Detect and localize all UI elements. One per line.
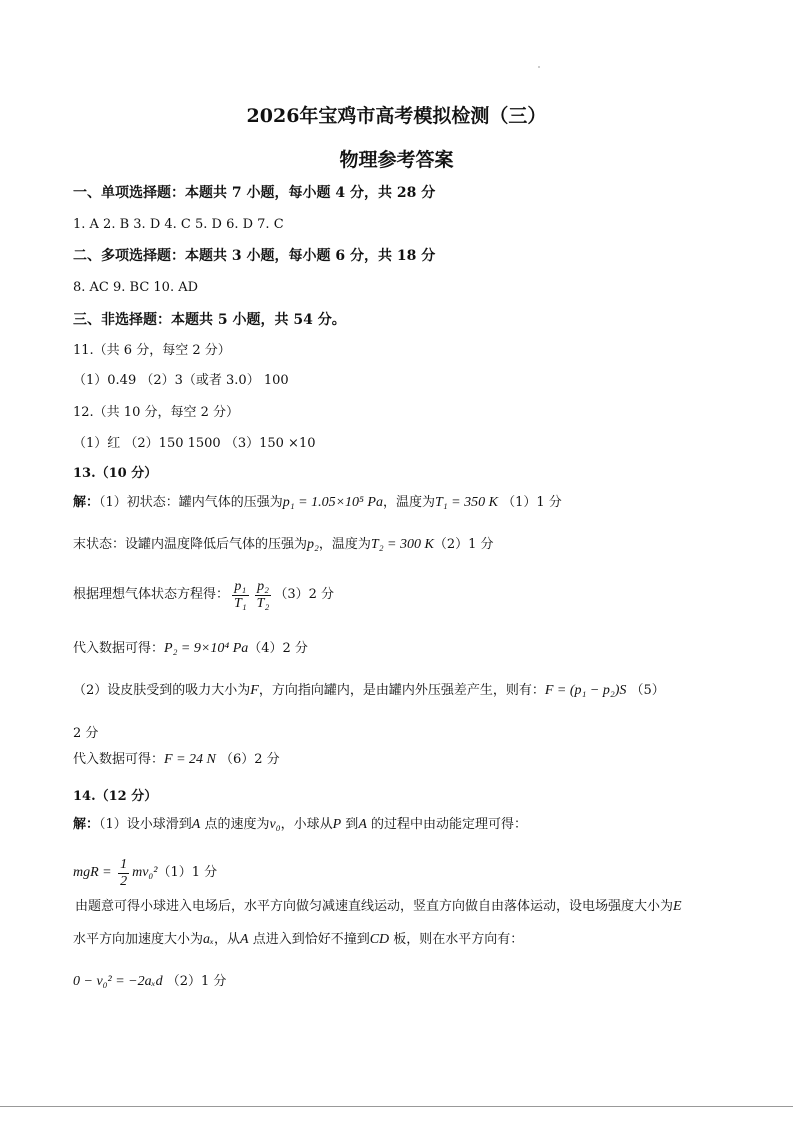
q13-l1-text2: ，温度为 <box>382 495 435 510</box>
q14-l1-a: （1）设小球滑到 <box>99 817 192 832</box>
q13-line-7 <box>73 751 280 769</box>
q14-velocity-v0: v₀ <box>269 817 281 832</box>
q13-l3-score: （3）2 分 <box>274 587 335 602</box>
page-bottom-rule <box>0 1106 793 1107</box>
q14-plate-cd: CD <box>369 932 390 947</box>
q14-l4-a: 水平方向加速度大小为 <box>73 932 204 947</box>
q14-line-5 <box>73 973 226 991</box>
fraction-p2-t2 <box>255 579 272 612</box>
fraction-numerator: p₂ <box>255 579 272 596</box>
page-subtitle: 物理参考答案 <box>339 149 454 171</box>
scan-speck <box>538 66 540 68</box>
fraction-denominator: T₂ <box>256 595 270 611</box>
fraction-one-half <box>118 857 129 890</box>
q13-l5-score: （5） <box>630 683 665 698</box>
fraction-p1-t1 <box>232 579 249 612</box>
q14-l2-left: mgR = <box>73 865 116 880</box>
q13-l4-score: （4）2 分 <box>248 641 308 656</box>
q13-l2-text2: ，温度为 <box>318 537 371 552</box>
q13-l2-score: （2）1 分 <box>433 537 494 552</box>
q13-l1-temperature: T₁ = 350 K <box>435 495 498 510</box>
q13-l4-text: 代入数据可得： <box>73 641 165 656</box>
page-title: 2026年宝鸡市高考模拟检测（三） <box>246 105 547 127</box>
q13-l3-text: 根据理想气体状态方程得： <box>73 587 230 602</box>
q11-header: 11.（共 6 分，每空 2 分） <box>73 343 231 358</box>
section-2-answers: 8. AC 9. BC 10. AD <box>73 280 199 295</box>
q14-accel-ax: aₓ <box>203 932 214 947</box>
q13-l4-result: P₂ = 9×10⁴ Pa <box>164 641 249 656</box>
q13-l2-text: 末状态：设罐内温度降低后气体的压强为 <box>73 537 308 552</box>
q14-l4-b: ，从 <box>214 932 241 947</box>
section-1-heading: 一、单项选择题：本题共 7 小题，每小题 4 分，共 28 分 <box>73 185 436 201</box>
q13-l1-text: （1）初状态：罐内气体的压强为 <box>99 495 283 510</box>
q11-answers: （1）0.49 （2）3（或者 3.0） 100 <box>73 373 289 388</box>
q13-l1-pressure: p₁ = 1.05×10⁵ Pa <box>282 495 383 510</box>
q13-line-6: 2 分 <box>73 726 99 741</box>
q14-point-a-3: A <box>240 932 249 947</box>
q13-l7-score: （6）2 分 <box>220 752 280 767</box>
q12-header: 12.（共 10 分，每空 2 分） <box>73 405 240 420</box>
q14-l2-right: mv₀² <box>132 865 158 880</box>
fraction-denominator: 2 <box>120 873 128 889</box>
q13-line-3 <box>73 578 334 613</box>
q13-line-4 <box>73 640 308 658</box>
q14-l1-d: 到 <box>341 817 359 832</box>
q13-l1-score: （1）1 分 <box>502 495 562 510</box>
q13-line-2 <box>73 536 494 554</box>
q12-answers: （1）红 （2）150 1500 （3）150 ×10 <box>73 436 316 451</box>
solution-label: 解： <box>73 495 100 510</box>
q14-line-1 <box>73 816 527 834</box>
q13-l2-temperature: T₂ = 300 K <box>370 537 434 552</box>
q14-point-a-2: A <box>358 817 367 832</box>
solution-label: 解： <box>73 817 100 832</box>
q14-header: 14.（12 分） <box>73 789 158 804</box>
q14-l3-text: 由题意可得小球进入电场后，水平方向做匀减速直线运动，竖直方向做自由落体运动，设电场强度大小为 <box>75 899 674 914</box>
q14-l5-equation: 0 − v₀² = −2aₓd <box>73 974 163 989</box>
q14-line-3 <box>75 898 682 916</box>
q14-l5-score: （2）1 分 <box>166 974 227 989</box>
q14-l1-e: 的过程中由动能定理可得： <box>366 817 528 832</box>
q13-line-1 <box>73 494 562 512</box>
section-3-heading: 三、非选择题：本题共 5 小题，共 54 分。 <box>73 312 346 328</box>
q14-l1-c: ，小球从 <box>280 817 333 832</box>
q13-l5-text2: ，方向指向罐内，是由罐内外压强差产生，则有： <box>258 683 545 698</box>
q14-l4-d: 板，则在水平方向有： <box>389 932 524 947</box>
q14-l4-c: 点进入到恰好不撞到 <box>248 932 370 947</box>
q13-header: 13.（10 分） <box>73 466 158 481</box>
fraction-denominator: T₁ <box>234 595 247 611</box>
q14-l1-b: 点的速度为 <box>200 817 270 832</box>
q14-line-2 <box>73 856 217 891</box>
q14-line-4 <box>73 931 523 949</box>
section-2-heading: 二、多项选择题：本题共 3 小题，每小题 6 分，共 18 分 <box>73 248 436 264</box>
q13-line-5 <box>73 682 665 700</box>
q13-l7-text: 代入数据可得： <box>73 752 165 767</box>
q13-l5-equation: F = (p₁ − p₂)S <box>544 683 627 698</box>
q13-l5-text: （2）设皮肤受到的吸力大小为 <box>73 683 251 698</box>
q13-l2-pressure: p₂ <box>307 537 319 552</box>
q13-l7-result: F = 24 N <box>164 752 216 767</box>
fraction-numerator: 1 <box>120 856 128 872</box>
q14-l2-score: （1）1 分 <box>157 865 218 880</box>
q13-l5-force: F <box>250 683 259 698</box>
fraction-numerator: p₁ <box>232 579 249 596</box>
q14-point-p: P <box>332 817 342 832</box>
section-1-answers: 1. A 2. B 3. D 4. C 5. D 6. D 7. C <box>73 217 284 232</box>
q14-point-a: A <box>191 817 201 832</box>
q14-field-e: E <box>673 899 682 914</box>
